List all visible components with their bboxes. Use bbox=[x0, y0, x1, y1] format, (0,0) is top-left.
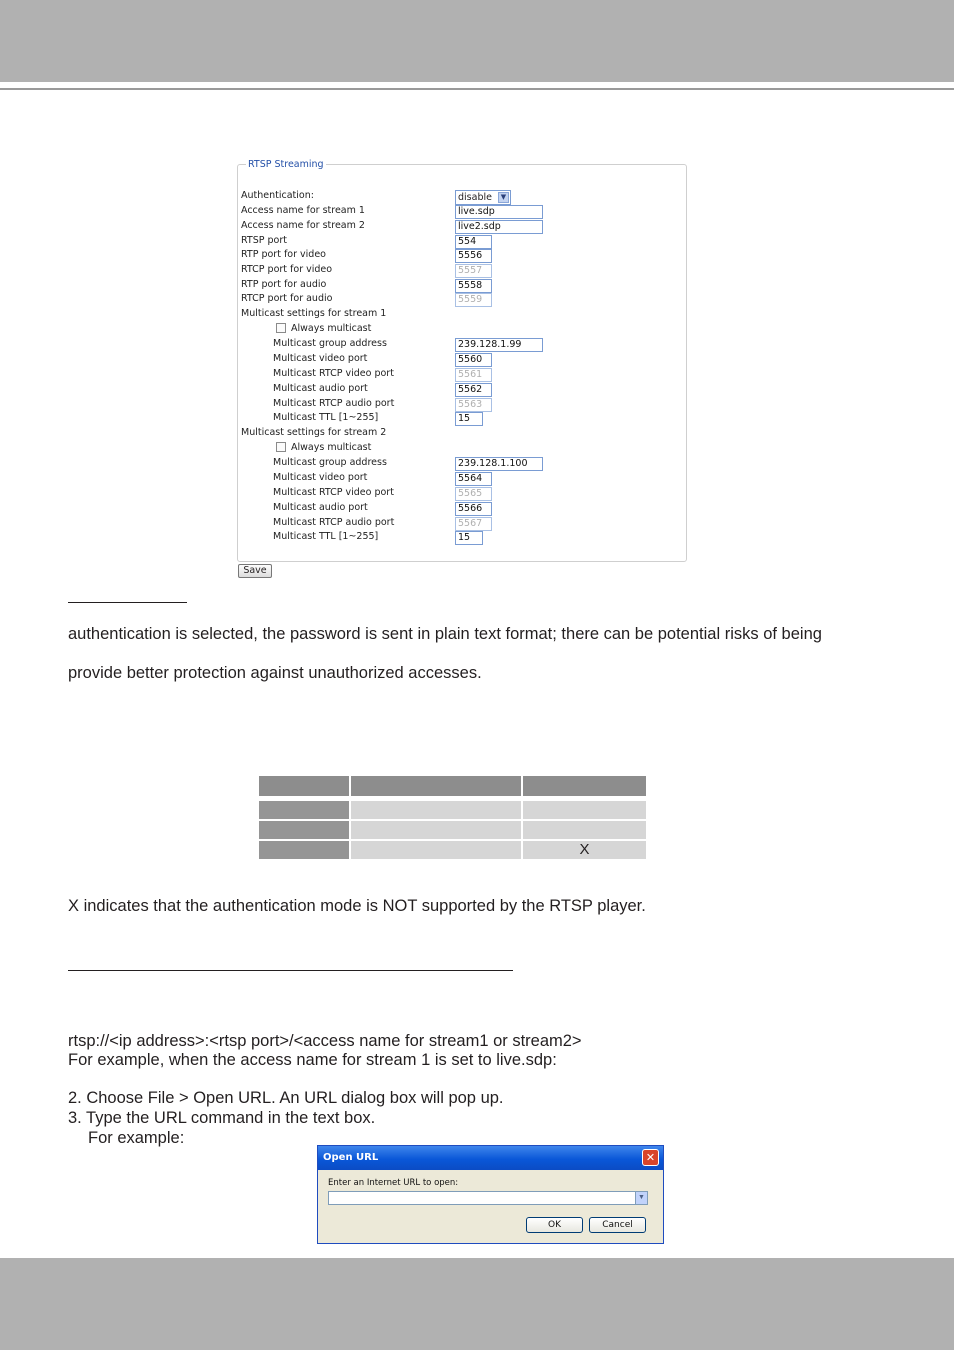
always-multicast-2-checkbox[interactable] bbox=[276, 442, 286, 452]
table-cell-unsupported-mark: X bbox=[523, 841, 646, 859]
unsupported-note: X indicates that the authentication mode is NOT supported by the RTSP player. bbox=[68, 897, 646, 915]
always-multicast-1-checkbox[interactable] bbox=[276, 323, 286, 333]
chevron-down-icon[interactable]: ▼ bbox=[635, 1192, 647, 1204]
table-cell bbox=[351, 821, 521, 839]
rtcp-audio-port-label: RTCP port for audio bbox=[241, 293, 333, 304]
mc2-group-address-input[interactable]: 239.128.1.100 bbox=[455, 457, 543, 471]
dialog-titlebar bbox=[318, 1146, 663, 1170]
rtp-video-port-input[interactable]: 5556 bbox=[455, 249, 492, 263]
step-2: 2. Choose File > Open URL. An URL dialog box will pop up. bbox=[68, 1089, 504, 1107]
multicast-stream2-heading: Multicast settings for stream 2 bbox=[241, 427, 387, 438]
auth-paragraph-line-1: authentication is selected, the password is sent in plain text format; there can be potential risks of being bbox=[68, 625, 822, 643]
dialog-title: Open URL bbox=[323, 1152, 379, 1163]
mc2-rtcp-video-port-label: Multicast RTCP video port bbox=[273, 487, 394, 498]
mc1-ttl-label: Multicast TTL [1~255] bbox=[273, 412, 379, 423]
rtp-audio-port-input[interactable]: 5558 bbox=[455, 279, 492, 293]
mc1-rtcp-video-port-label: Multicast RTCP video port bbox=[273, 368, 394, 379]
always-multicast-2-label: Always multicast bbox=[291, 442, 372, 453]
rtcp-audio-port-input: 5559 bbox=[455, 293, 492, 307]
mc1-rtcp-video-port-input: 5561 bbox=[455, 368, 492, 382]
mc2-audio-port-label: Multicast audio port bbox=[273, 502, 368, 513]
footer-band bbox=[0, 1258, 954, 1350]
fieldset-legend: RTSP Streaming bbox=[248, 159, 324, 170]
multicast-stream1-heading: Multicast settings for stream 1 bbox=[241, 308, 387, 319]
rtp-video-port-label: RTP port for video bbox=[241, 249, 326, 260]
mc1-rtcp-audio-port-label: Multicast RTCP audio port bbox=[273, 398, 395, 409]
section-underline-2 bbox=[68, 970, 513, 971]
mc1-video-port-label: Multicast video port bbox=[273, 353, 368, 364]
open-url-dialog bbox=[317, 1145, 664, 1244]
rtsp-port-input[interactable]: 554 bbox=[455, 235, 492, 249]
table-row-header bbox=[259, 801, 349, 819]
chevron-down-icon: ▼ bbox=[498, 192, 509, 203]
table-cell bbox=[523, 821, 646, 839]
table-row-header bbox=[259, 821, 349, 839]
rtsp-port-label: RTSP port bbox=[241, 235, 287, 246]
mc1-audio-port-input[interactable]: 5562 bbox=[455, 383, 492, 397]
mc2-video-port-label: Multicast video port bbox=[273, 472, 368, 483]
authentication-select-value: disable bbox=[458, 192, 492, 203]
step-3: 3. Type the URL command in the text box. bbox=[68, 1109, 376, 1127]
mc2-video-port-input[interactable]: 5564 bbox=[455, 472, 492, 486]
close-icon[interactable]: ✕ bbox=[642, 1149, 659, 1166]
mc1-group-address-label: Multicast group address bbox=[273, 338, 387, 349]
access-name-stream1-input[interactable]: live.sdp bbox=[455, 205, 543, 219]
access-name-stream1-label: Access name for stream 1 bbox=[241, 205, 365, 216]
mc2-rtcp-video-port-input: 5565 bbox=[455, 487, 492, 501]
auth-paragraph-line-2: provide better protection against unauthorized accesses. bbox=[68, 664, 482, 682]
mc2-group-address-label: Multicast group address bbox=[273, 457, 387, 468]
authentication-select[interactable] bbox=[455, 190, 511, 205]
always-multicast-1-label: Always multicast bbox=[291, 323, 372, 334]
mc2-audio-port-input[interactable]: 5566 bbox=[455, 502, 492, 516]
table-cell bbox=[351, 841, 521, 859]
dialog-prompt: Enter an Internet URL to open: bbox=[328, 1178, 459, 1188]
save-button[interactable]: Save bbox=[238, 564, 272, 578]
table-header-cell bbox=[351, 776, 521, 796]
table-cell bbox=[523, 801, 646, 819]
rtsp-url-format: rtsp://<ip address>:<rtsp port>/<access name for stream1 or stream2> bbox=[68, 1032, 582, 1050]
rtcp-video-port-input: 5557 bbox=[455, 264, 492, 278]
mc1-ttl-input[interactable]: 15 bbox=[455, 412, 483, 426]
table-header-cell bbox=[523, 776, 646, 796]
rtp-audio-port-label: RTP port for audio bbox=[241, 279, 327, 290]
rtcp-video-port-label: RTCP port for video bbox=[241, 264, 333, 275]
authentication-label: Authentication: bbox=[241, 190, 314, 201]
mc1-video-port-input[interactable]: 5560 bbox=[455, 353, 492, 367]
mc2-rtcp-audio-port-label: Multicast RTCP audio port bbox=[273, 517, 395, 528]
for-example-label: For example: bbox=[88, 1129, 185, 1147]
section-underline-1 bbox=[68, 602, 187, 603]
mc1-group-address-input[interactable]: 239.128.1.99 bbox=[455, 338, 543, 352]
url-input[interactable] bbox=[328, 1191, 648, 1205]
access-name-stream2-input[interactable]: live2.sdp bbox=[455, 220, 543, 234]
mc2-ttl-input[interactable]: 15 bbox=[455, 531, 483, 545]
mc1-rtcp-audio-port-input: 5563 bbox=[455, 398, 492, 412]
header-band bbox=[0, 0, 954, 82]
cancel-button[interactable]: Cancel bbox=[589, 1217, 646, 1233]
access-name-stream2-label: Access name for stream 2 bbox=[241, 220, 365, 231]
table-header-cell bbox=[259, 776, 349, 796]
mc1-audio-port-label: Multicast audio port bbox=[273, 383, 368, 394]
mc2-rtcp-audio-port-input: 5567 bbox=[455, 517, 492, 531]
table-row-header bbox=[259, 841, 349, 859]
mc2-ttl-label: Multicast TTL [1~255] bbox=[273, 531, 379, 542]
table-cell bbox=[351, 801, 521, 819]
ok-button[interactable]: OK bbox=[526, 1217, 583, 1233]
example-intro: For example, when the access name for stream 1 is set to live.sdp: bbox=[68, 1051, 557, 1069]
header-rule bbox=[0, 88, 954, 90]
